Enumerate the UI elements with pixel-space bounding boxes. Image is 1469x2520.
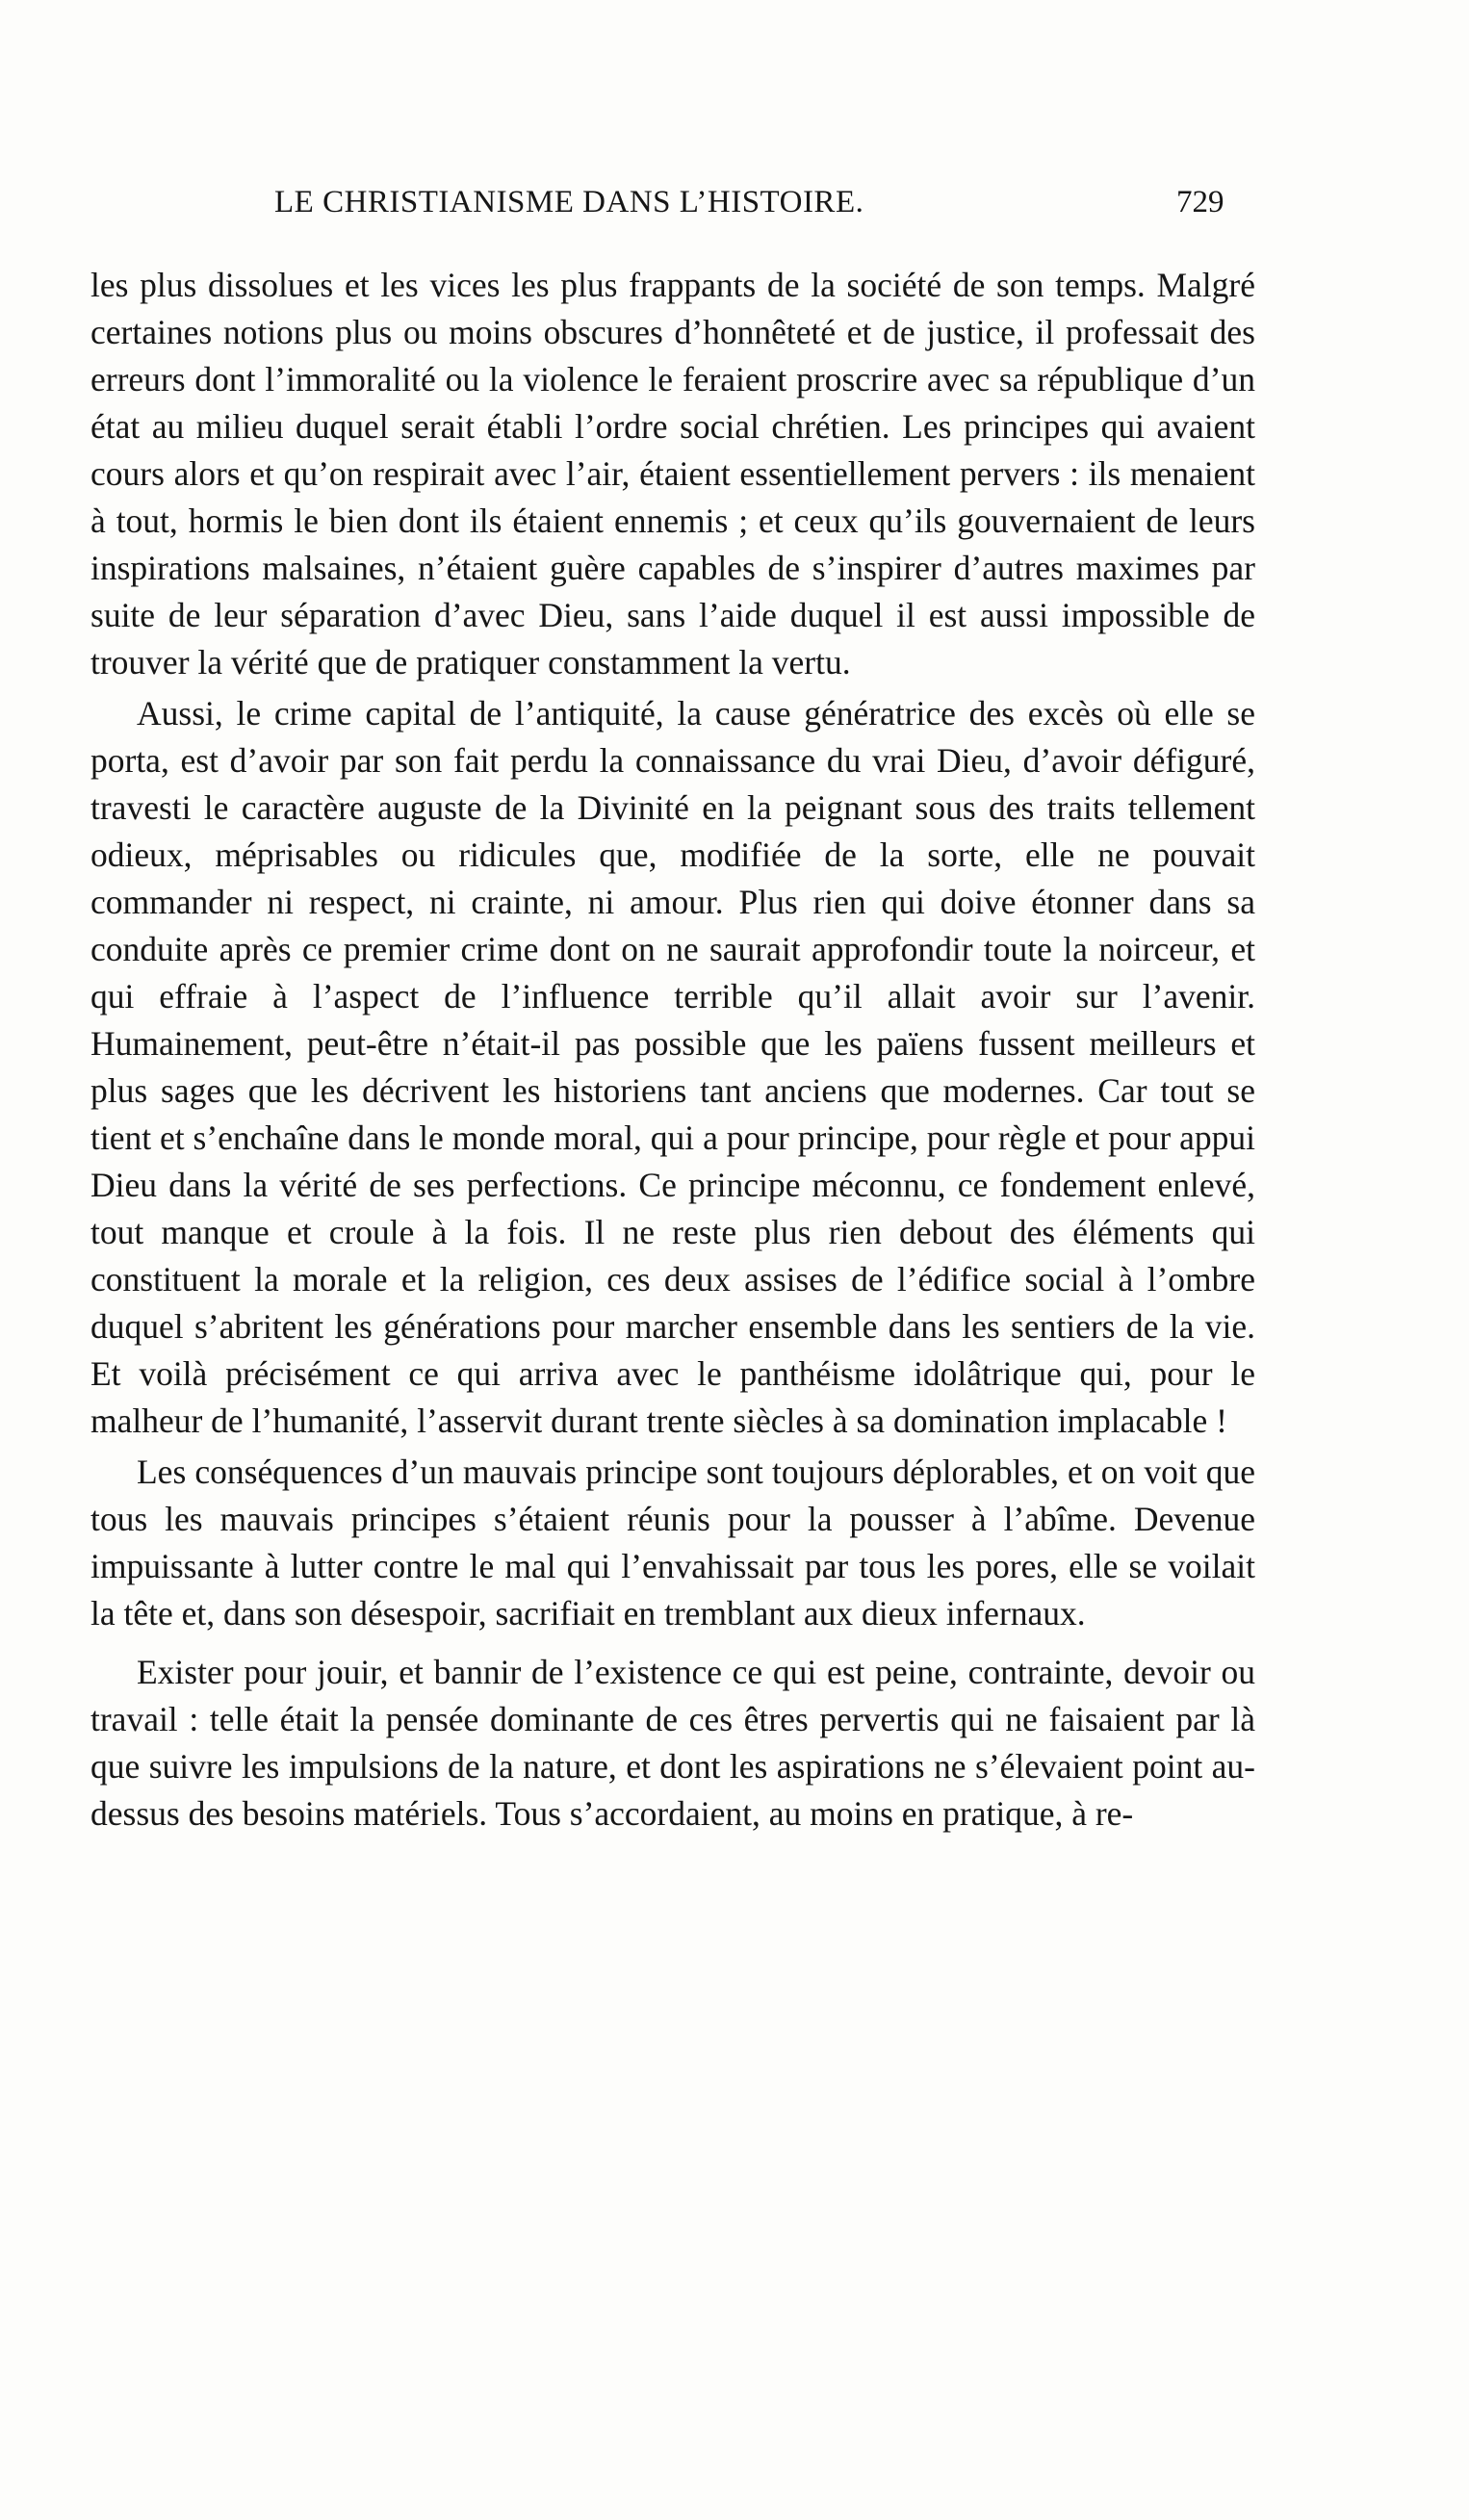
paragraph: les plus dissolues et les vices les plus frappants de la société de son temps. Malgré certaines notions plus ou moins obscures d’honnêteté et de justice, il professait des erreurs dont l’immoralité ou la violence le feraient proscrire avec sa république d’un état au milieu duquel serait établi l’ordre social chrétien. Les principes qui avaient cours alors et qu’on respirait avec l’air, étaient essentiellement pervers : ils menaient à tout, hormis le bien dont ils étaient ennemis ; et ceux qu’ils gouvernaient de leurs inspirations malsaines, n’étaient guère capables de s’inspirer d’autres maximes par suite de leur séparation d’avec Dieu, sans l’aide duquel il est aussi impossible de trouver la vérité que de pratiquer constamment la vertu. <box>90 266 1255 681</box>
paragraph: Exister pour jouir, et bannir de l’existence ce qui est peine, contrainte, devoir ou travail : telle était la pensée dominante de ces êtres pervertis qui ne faisaient par là que suivre les impulsions de la nature, et dont les aspirations ne s’élevaient point au-dessus des besoins matériels. Tous s’accordaient, au moins en pratique, à re- <box>90 1653 1255 1833</box>
paragraph: Les conséquences d’un mauvais principe sont toujours déplorables, et on voit que tous les mauvais principes s’étaient réunis pour la pousser à l’abîme. Devenue impuissante à lutter contre le mal qui l’envahissait par tous les pores, elle se voilait la tête et, dans son désespoir, sacrifiait en tremblant aux dieux infernaux. <box>90 1453 1255 1633</box>
paragraph: Aussi, le crime capital de l’antiquité, la cause génératrice des excès où elle se porta, est d’avoir par son fait perdu la connaissance du vrai Dieu, d’avoir défiguré, travesti le caractère auguste de la Divinité en la peignant sous des traits tellement odieux, méprisables ou ridicules que, modifiée de la sorte, elle ne pouvait commander ni respect, ni crainte, ni amour. Plus rien qui doive étonner dans sa conduite après ce premier crime dont on ne saurait approfondir toute la noirceur, et qui effraie à l’aspect de l’influence terrible qu’il allait avoir sur l’avenir. Humainement, peut-être n’était-il pas possible que les païens fussent meilleurs et plus sages que les décrivent les historiens tant anciens que modernes. Car tout se tient et s’enchaîne dans le monde moral, qui a pour principe, pour règle et pour appui Dieu dans la vérité de ses perfections. Ce principe méconnu, ce fondement enlevé, tout manque et croule à la fois. Il ne reste plus rien debout des éléments qui constituent la morale et la religion, ces deux assises de l’édifice social à l’ombre duquel s’abritent les générations pour marcher ensemble dans les sentiers de la vie. Et voilà précisément ce qui arriva avec le panthéisme idolâtrique qui, pour le malheur de l’humanité, l’asservit durant trente siècles à sa domination implacable ! <box>90 694 1255 1440</box>
page-number: 729 <box>1176 185 1224 219</box>
running-title: LE CHRISTIANISME DANS L’HISTOIRE. <box>274 185 864 219</box>
body-text <box>90 262 1255 1838</box>
